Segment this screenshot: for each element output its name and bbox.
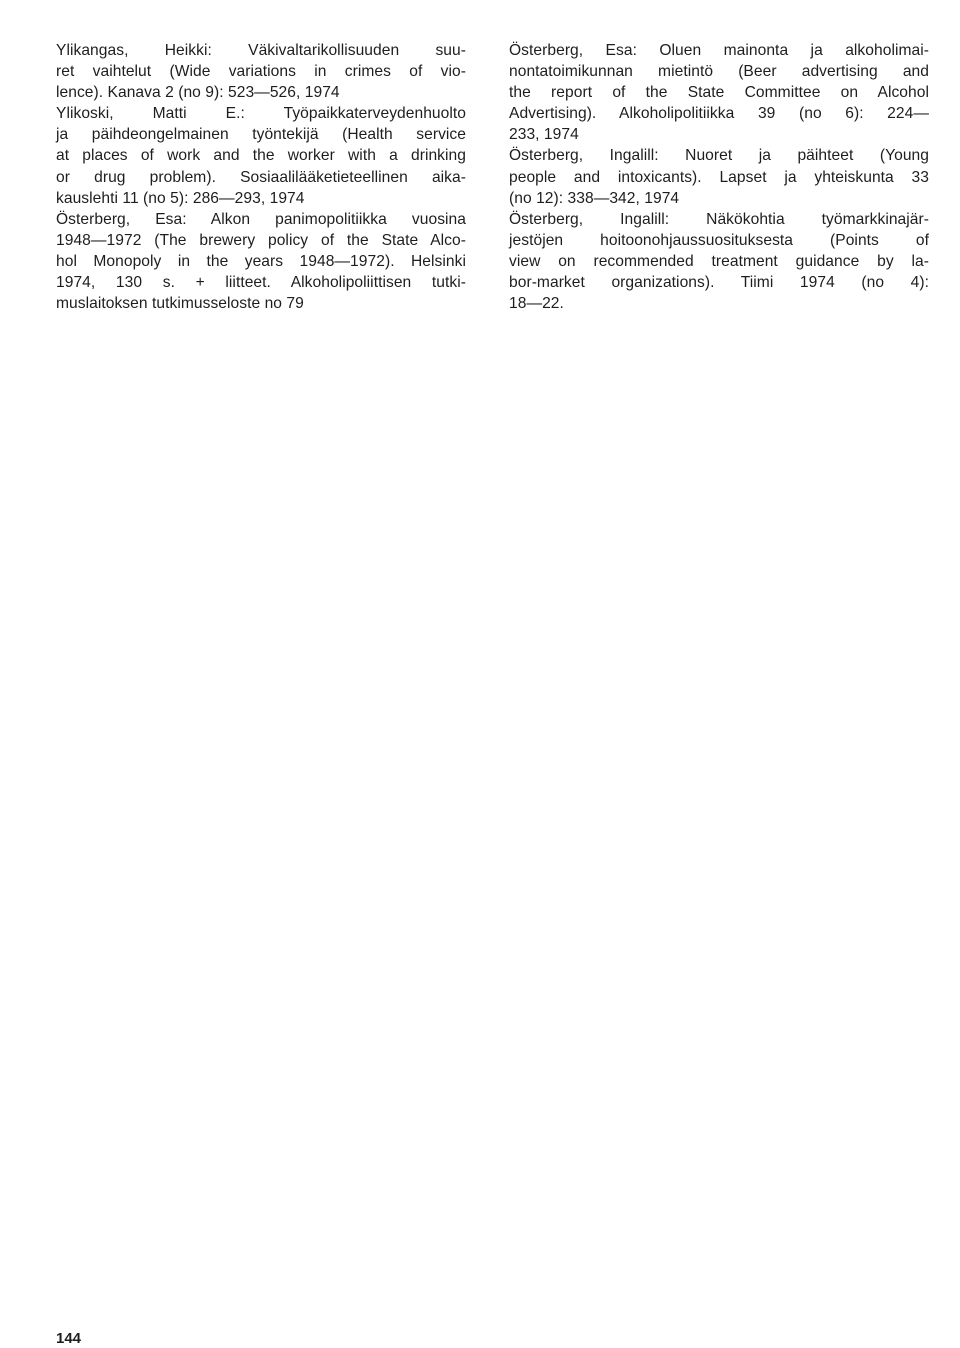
text-line: the report of the State Committee on Alcohol <box>509 84 929 102</box>
text-line: Advertising). Alkoholipolitiikka 39 (no 6): 224— <box>509 105 929 123</box>
text-line: Österberg, Ingalill: Näkökohtia työmarkkinajär- <box>509 210 929 228</box>
text-line: nontatoimikunnan mietintö (Beer advertising and <box>509 63 929 81</box>
text-line: Österberg, Ingalill: Nuoret ja päihteet (Young <box>509 147 929 165</box>
text-line: (no 12): 338—342, 1974 <box>509 189 680 207</box>
text-line: Ylikoski, Matti E.: Työpaikkaterveydenhuolto <box>56 105 466 123</box>
text-line: ja päihdeongelmainen työntekijä (Health service <box>56 126 466 144</box>
text-line: 233, 1974 <box>509 126 579 144</box>
text-line: kauslehti 11 (no 5): 286—293, 1974 <box>56 189 305 207</box>
text-line: or drug problem). Sosiaalilääketieteellinen aika- <box>56 168 466 186</box>
text-line: people and intoxicants). Lapset ja yhteiskunta 33 <box>509 168 929 186</box>
text-line: Österberg, Esa: Alkon panimopolitiikka vuosina <box>56 210 466 228</box>
text-line: Ylikangas, Heikki: Väkivaltarikollisuuden suu- <box>56 42 466 59</box>
text-line: Österberg, Esa: Oluen mainonta ja alkoholimai- <box>509 42 929 59</box>
text-line: view on recommended treatment guidance by la- <box>509 252 929 270</box>
right-column <box>509 40 929 314</box>
text-line: jestöjen hoitoonohjaussuosituksesta (Points of <box>509 231 929 249</box>
page-number: 144 <box>56 1330 82 1347</box>
text-line: 1948—1972 (The brewery policy of the State Alco- <box>56 231 466 249</box>
text-line: 18—22. <box>509 295 564 313</box>
left-column <box>56 40 466 314</box>
text-line: ret vaihtelut (Wide variations in crimes of vio- <box>56 63 466 81</box>
text-line: hol Monopoly in the years 1948—1972). Helsinki <box>56 252 466 270</box>
text-line: at places of work and the worker with a drinking <box>56 147 466 165</box>
text-line: 1974, 130 s. + liitteet. Alkoholipoliittisen tutki- <box>56 274 466 292</box>
text-line: bor-market organizations). Tiimi 1974 (no 4): <box>509 274 929 292</box>
text-line: lence). Kanava 2 (no 9): 523—526, 1974 <box>56 84 340 102</box>
text-line: muslaitoksen tutkimusseloste no 79 <box>56 295 304 313</box>
